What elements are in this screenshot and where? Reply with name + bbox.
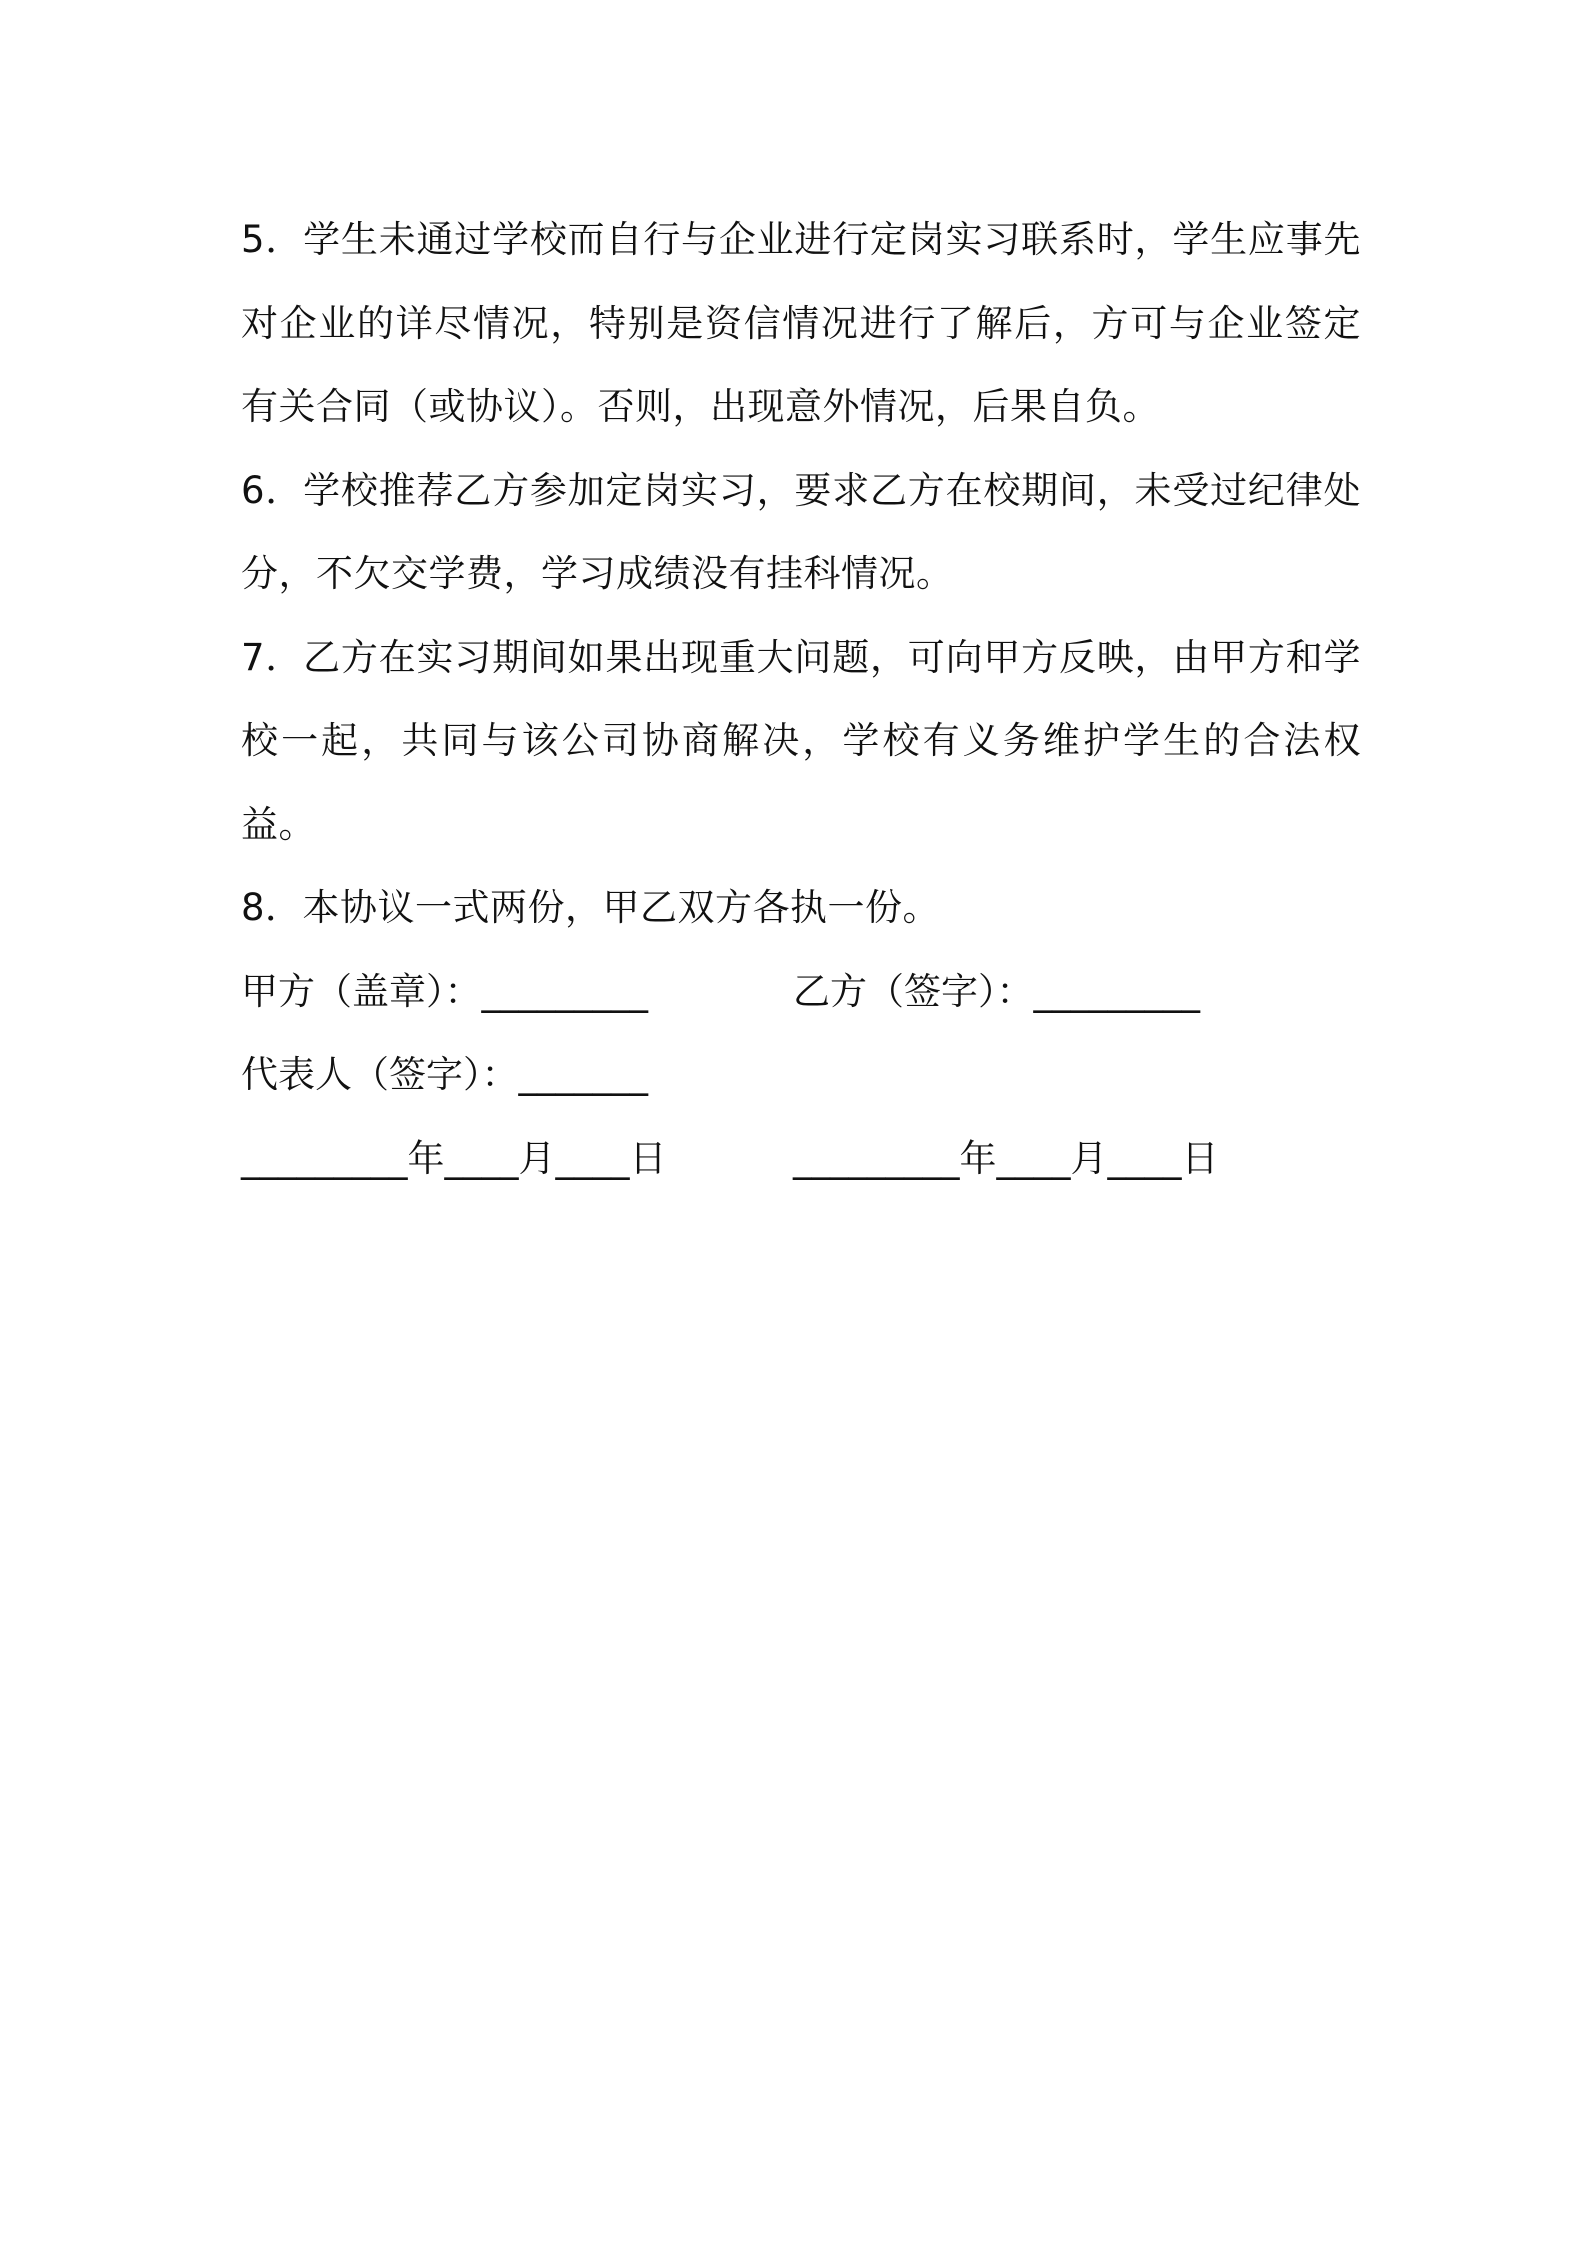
clause-6: 6．学校推荐乙方参加定岗实习，要求乙方在校期间，未受过纪律处分，不欠交学费，学习成绩没有挂科情况。 — [241, 468, 1361, 595]
clause-7: 7．乙方在实习期间如果出现重大问题，可向甲方反映，由甲方和学校一起，共同与该公司协商解决，学校有义务维护学生的合法权益。 — [241, 635, 1361, 846]
date-party-b: _________年____月____日 — [793, 1136, 1219, 1180]
signature-row-dates — [241, 1117, 1361, 1201]
party-b-signature: 乙方（签字）：_________ — [793, 969, 1200, 1013]
clause-8: 8．本协议一式两份，甲乙双方各执一份。 — [241, 886, 941, 929]
party-a-seal: 甲方（盖章）：_________ — [241, 969, 648, 1013]
date-party-a: _________年____月____日 — [241, 1136, 667, 1180]
clause-5: 5．学生未通过学校而自行与企业进行定岗实习联系时，学生应事先对企业的详尽情况，特别是资信情况进行了解后，方可与企业签定有关合同（或协议）。否则，出现意外情况，后果自负。 — [241, 218, 1361, 428]
representative-signature: 代表人（签字）：_______ — [241, 1053, 648, 1096]
document-body — [241, 198, 1361, 1200]
signature-row-representative — [241, 1033, 1361, 1117]
signature-row-parties — [241, 950, 1361, 1034]
